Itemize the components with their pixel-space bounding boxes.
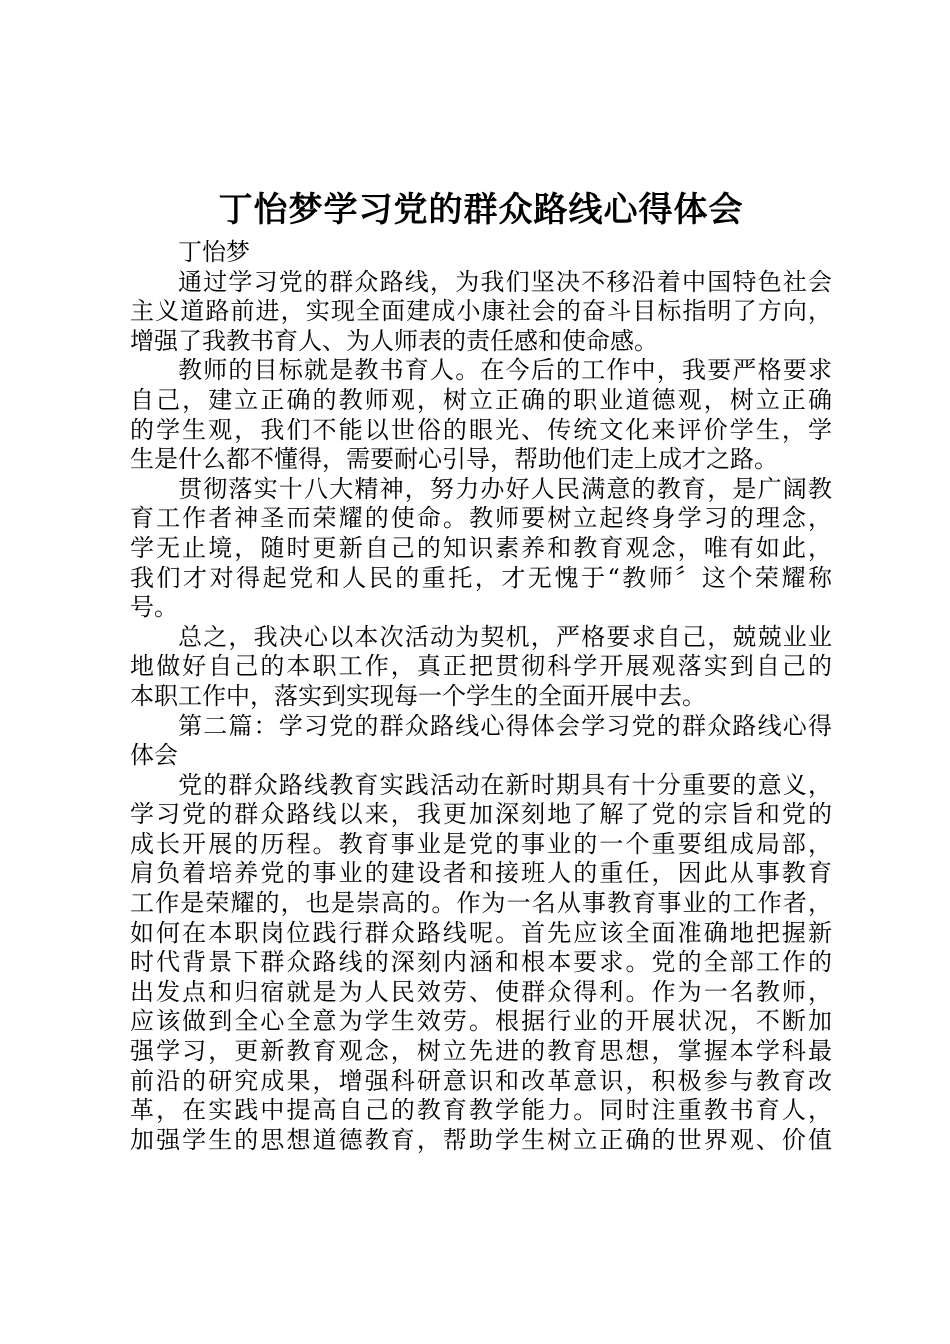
text-line: 教师的目标就是教书育人。在今后的工作中，我要严格要求: [178, 356, 832, 385]
text-line: 自己，建立正确的教师观，树立正确的职业道德观，树立正确: [130, 385, 832, 414]
text-line: 学无止境，随时更新自己的知识素养和教育观念，唯有如此，: [130, 533, 832, 562]
text-line: 通过学习党的群众路线，为我们坚决不移沿着中国特色社会: [178, 267, 832, 296]
text-line: 应该做到全心全意为学生效劳。根据行业的开展状况，不断加: [130, 1007, 832, 1036]
text-line: 我们才对得起党和人民的重托，才无愧于“教师〞这个荣耀称: [130, 563, 832, 592]
text-line: 贯彻落实十八大精神，努力办好人民满意的教育，是广阔教: [178, 474, 832, 503]
text-line: 总之，我决心以本次活动为契机，严格要求自己，兢兢业业: [178, 622, 832, 651]
text-line: 育工作者神圣而荣耀的使命。教师要树立起终身学习的理念，: [130, 504, 832, 533]
text-line: 加强学生的思想道德教育，帮助学生树立正确的世界观、价值: [130, 1125, 832, 1154]
text-line: 丁怡梦: [178, 238, 250, 266]
text-line: 的学生观，我们不能以世俗的眼光、传统文化来评价学生，学: [130, 415, 832, 444]
text-line: 成长开展的历程。教育事业是党的事业的一个重要组成局部，: [130, 829, 832, 858]
text-line: 生是什么都不懂得，需要耐心引导，帮助他们走上成才之路。: [130, 445, 778, 474]
document-page: [130, 188, 832, 1155]
document-title: 丁怡梦学习党的群众路线心得体会: [218, 190, 744, 230]
text-line: 地做好自己的本职工作，真正把贯彻科学开展观落实到自己的: [130, 652, 832, 681]
text-line: 如何在本职岗位践行群众路线呢。首先应该全面准确地把握新: [130, 918, 832, 947]
text-line: 工作是荣耀的，也是崇高的。作为一名从事教育事业的工作者，: [130, 889, 832, 918]
text-line: 时代背景下群众路线的深刻内涵和根本要求。党的全部工作的: [130, 948, 832, 977]
text-line: 肩负着培养党的事业的建设者和接班人的重任，因此从事教育: [130, 859, 832, 888]
text-line: 前沿的研究成果，增强科研意识和改革意识，积极参与教育改: [130, 1066, 832, 1095]
text-line: 党的群众路线教育实践活动在新时期具有十分重要的意义，: [178, 770, 832, 799]
text-line: 号。: [130, 593, 178, 622]
text-line: 第二篇：学习党的群众路线心得体会学习党的群众路线心得: [178, 711, 832, 740]
text-line: 强学习，更新教育观念，树立先进的教育思想，掌握本学科最: [130, 1037, 832, 1066]
document-body: [130, 238, 832, 1155]
text-line: 出发点和归宿就是为人民效劳、使群众得利。作为一名教师，: [130, 977, 832, 1006]
text-line: 体会: [130, 741, 178, 770]
text-line: 学习党的群众路线以来，我更加深刻地了解了党的宗旨和党的: [130, 800, 832, 829]
text-line: 增强了我教书育人、为人师表的责任感和使命感。: [130, 326, 658, 355]
text-line: 革，在实践中提高自己的教育教学能力。同时注重教书育人，: [130, 1096, 832, 1125]
text-line: 本职工作中，落实到实现每一个学生的全面开展中去。: [130, 681, 706, 710]
text-line: 主义道路前进，实现全面建成小康社会的奋斗目标指明了方向，: [130, 297, 832, 326]
